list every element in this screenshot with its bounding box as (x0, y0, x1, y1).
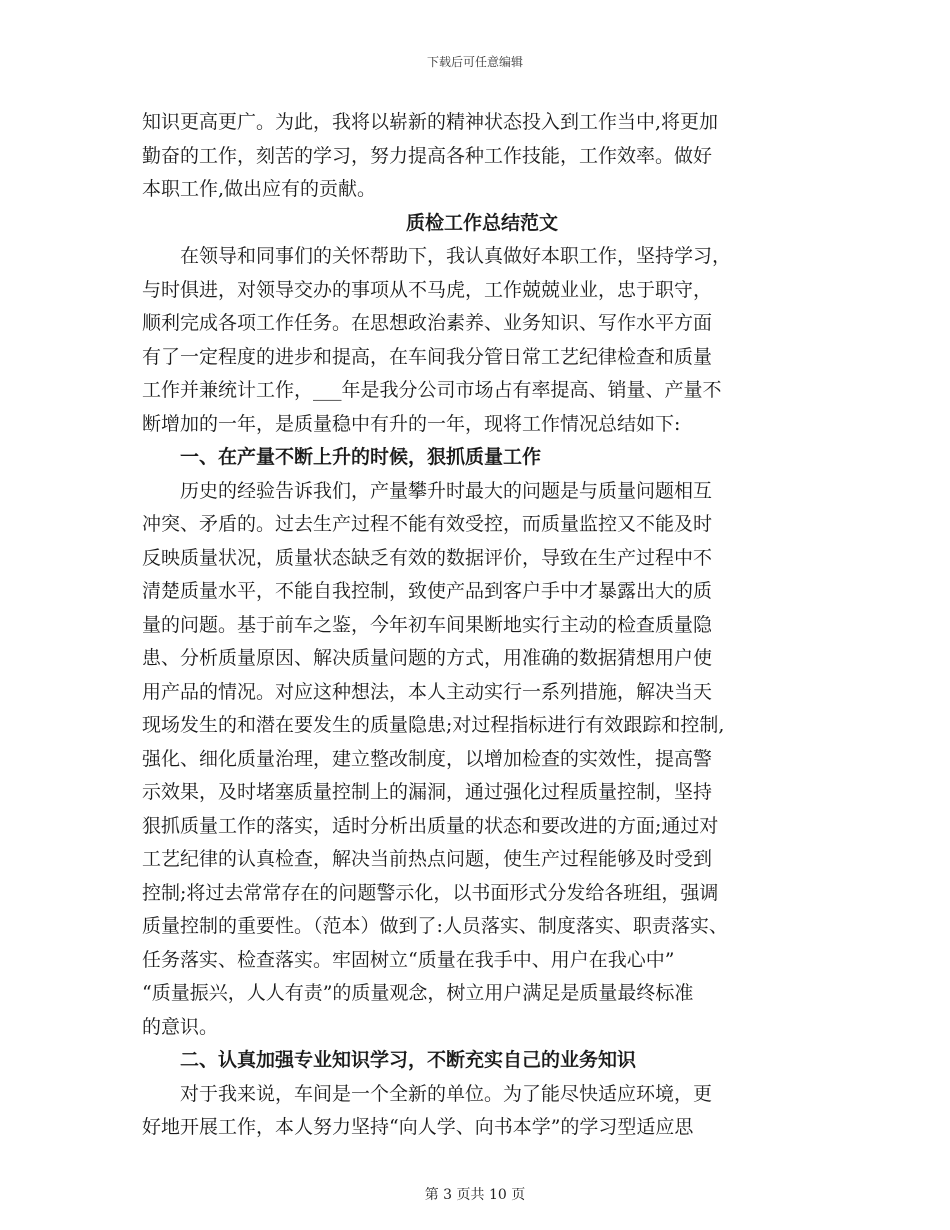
text-line: 任务落实、检查落实。牢固树立“质量在我手中、用户在我心中” (142, 948, 675, 971)
text-line: 断增加的一年，是质量稳中有升的一年，现将工作情况总结如下: (142, 412, 681, 435)
text-line: 量的问题。基于前车之鉴，今年初车间果断地实行主动的检查质量隐 (142, 613, 713, 636)
text-line: 强化、细化质量治理，建立整改制度，以增加检查的实效性，提高警 (142, 747, 713, 770)
text-line: 控制;将过去常常存在的问题警示化，以书面形式分发给各班组，强调 (142, 881, 719, 904)
text-line: 好地开展工作，本人努力坚持“向人学、向书本学”的学习型适应思 (142, 1116, 694, 1138)
text-line: 与时俱进，对领导交办的事项从不马虎，工作兢兢业业，忠于职守， (142, 278, 713, 301)
text-line: 反映质量状况，质量状态缺乏有效的数据评价，导致在生产过程中不 (142, 546, 713, 569)
document-title: 质检工作总结范文 (405, 211, 558, 234)
document-body (142, 106, 822, 1145)
section-1-paragraph (142, 475, 822, 1045)
text-line: 本职工作,做出应有的贡献。 (142, 178, 377, 200)
text-line: 历史的经验告诉我们，产量攀升时最大的问题是与质量问题相互 (142, 479, 713, 502)
text-line: 顺利完成各项工作任务。在思想政治素养、业务知识、写作水平方面 (142, 312, 713, 334)
text-line: 知识更高更广。为此，我将以崭新的精神状态投入到工作当中,将更加 (142, 111, 719, 133)
text-line: 冲突、矛盾的。过去生产过程不能有效受控，而质量监控又不能及时 (142, 513, 713, 535)
text-line: 工作并兼统计工作，___年是我分公司市场占有率提高、销量、产量不 (142, 379, 722, 401)
text-line: 有了一定程度的进步和提高，在车间我分管日常工艺纪律检查和质量 (142, 345, 713, 368)
section-heading-1: 一、在产量不断上升的时候，狠抓质量工作 (142, 446, 542, 468)
page-footer: 第 3 页共 10 页 (424, 1187, 526, 1203)
text-line: 用产品的情况。对应这种想法，本人主动实行一系列措施，解决当天 (142, 680, 713, 703)
text-line: 狠抓质量工作的落实，适时分析出质量的状态和要改进的方面;通过对 (142, 814, 719, 837)
text-line: 勤奋的工作，刻苦的学习，努力提高各种工作技能，工作效率。做好 (142, 144, 713, 167)
text-line: 示效果，及时堵塞质量控制上的漏洞，通过强化过程质量控制，坚持 (142, 781, 713, 803)
text-line: “质量振兴，人人有责”的质量观念，树立用户满足是质量最终标准 (142, 982, 694, 1004)
section-2-paragraph (142, 1078, 822, 1145)
text-line: 质量控制的重要性。（范本）做到了:人员落实、制度落实、职责落实、 (142, 915, 728, 937)
section-heading-2: 二、认真加强专业知识学习，不断充实自己的业务知识 (142, 1049, 637, 1071)
text-line: 患、分析质量原因、解决质量问题的方式，用准确的数据猜想用户使 (142, 647, 713, 669)
text-line: 对于我来说，车间是一个全新的单位。为了能尽快适应环境，更 (142, 1082, 713, 1105)
text-line: 工艺纪律的认真检查，解决当前热点问题，使生产过程能够及时受到 (142, 848, 713, 870)
text-line: 现场发生的和潜在要发生的质量隐患;对过程指标进行有效跟踪和控制, (142, 714, 725, 736)
text-line: 在领导和同事们的关怀帮助下，我认真做好本职工作，坚持学习， (142, 245, 732, 267)
text-line: 的意识。 (142, 1015, 219, 1038)
text-line: 清楚质量水平，不能自我控制，致使产品到客户手中才暴露出大的质 (142, 580, 713, 602)
intro-paragraph (142, 240, 822, 441)
page-header: 下载后可任意编辑 (426, 55, 523, 69)
opening-paragraph (142, 106, 822, 207)
